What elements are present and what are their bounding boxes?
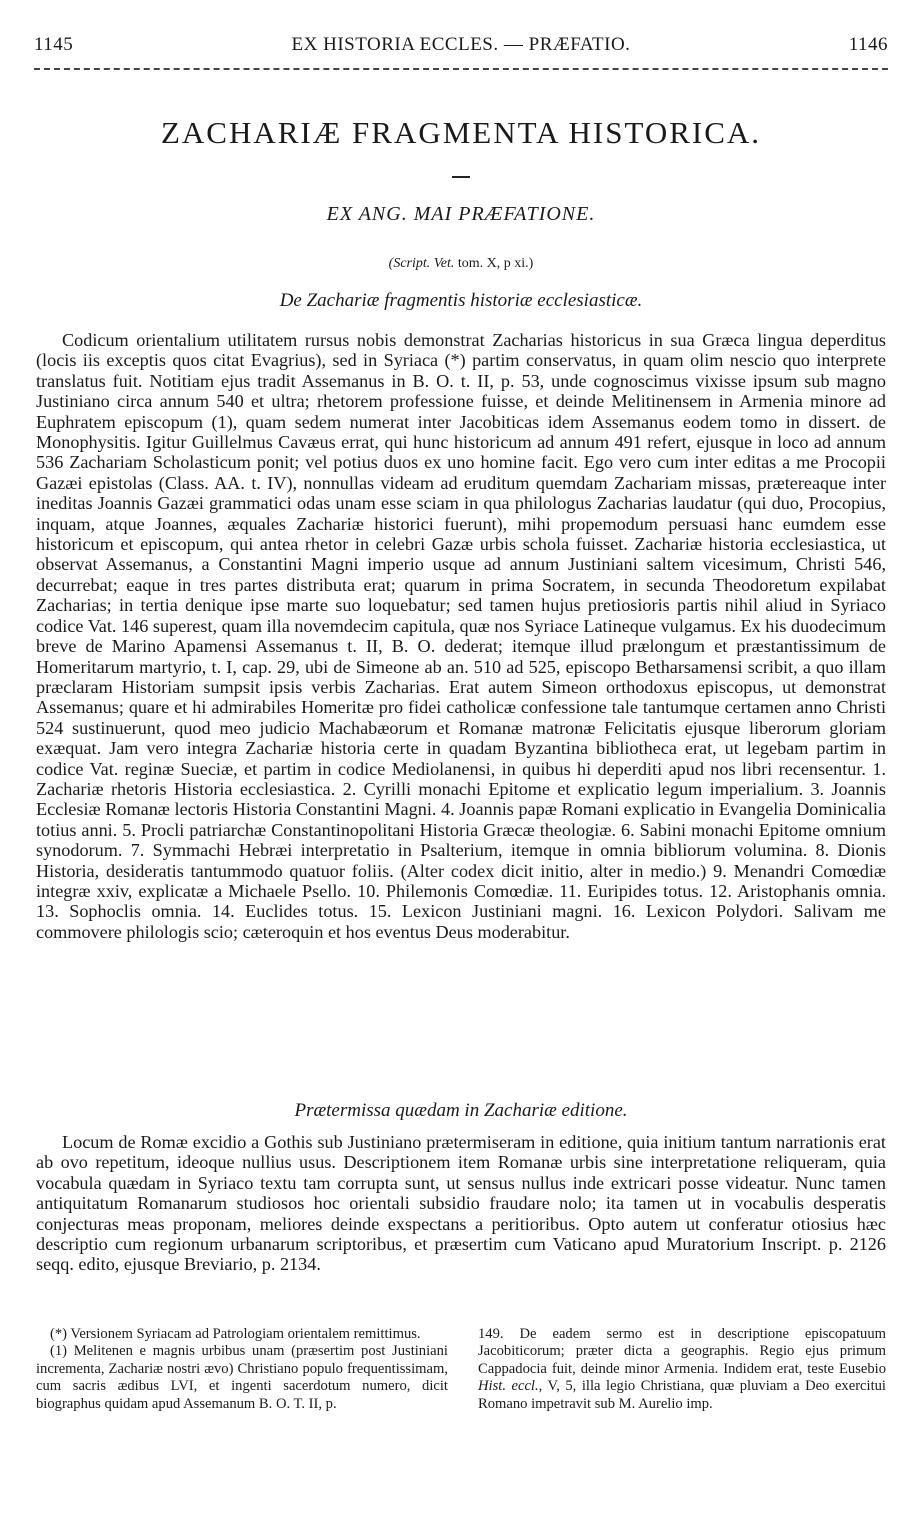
source-italic: (Script. Vet. — [388, 256, 455, 271]
page-number-right: 1146 — [848, 34, 888, 55]
source-rest: tom. X, p xi.) — [454, 256, 534, 271]
header-rule — [34, 68, 888, 70]
footnote-text: , V, 5, illa legio Christiana, quæ pluviam a Deo exercitui Romano impetravit sub M. Aurelio imp. — [478, 1378, 886, 1412]
running-title: EX HISTORIA ECCLES. — PRÆFATIO. — [291, 34, 631, 55]
subtitle: EX ANG. MAI PRÆFATIONE. — [326, 203, 596, 225]
footnotes-right-column — [478, 1326, 886, 1413]
footnote: (*) Versionem Syriacam ad Patrologiam orientalem remittimus. — [50, 1326, 421, 1342]
body-paragraph: Locum de Romæ excidio a Gothis sub Justiniano prætermiseram in editione, quia initium tantum narrationis erat ab ovo repetitum, ideoque nullius usus. Descriptionem item Romanæ urbis sine interpretatione reliqueram, quia vocabula quædam in Syriaco textu tam corrupta sunt, ut sensus nullus inde extricari posse videatur. Nunc tamen antiquitatum Romanarum studiosos hoc orientali subsidio fraudare nolo; ita tamen ut in vocabulis desperatis conjecturas meas proponam, meliores deinde exspectans a peritioribus. Opto autem ut conferatur otiosius hæc descriptio cum regionum urbanarum scriptoribus, et præsertim cum Vaticano apud Muratorium Inscript. p. 2126 seqq. edito, ejusque Breviario, p. 2134. — [36, 1132, 886, 1275]
page-number-left: 1145 — [34, 34, 74, 55]
running-header — [34, 34, 888, 60]
footnote-text: 149. De eadem sermo est in descriptione episcopatuum Jacobiticorum; præter dicta a geographis. Regio ejus primum Cappadocia fuit, deinde minor Armenia. Indidem erat, teste Eusebio — [478, 1326, 886, 1377]
body-paragraph: Codicum orientalium utilitatem rursus nobis demonstrat Zacharias historicus in sua Græca lingua deperditus (locis iis exceptis quos citat Evagrius), sed in Syriaca (*) partim conservatus, in quam olim nescio quo interprete translatus fuit. Notitiam ejus tradit Assemanus in B. O. t. II, p. 53, unde cognoscimus vixisse ipsum sub magno Justiniano circa annum 540 et ultra; rhetorem professione fuisse, et deinde Melitinensem in Armenia minore ad Euphratem episcopum (1), quam sedem numerat inter Jacobiticas idem Assemanus eodem tomo in dissert. de Monophysitis. Igitur Guillelmus Cavæus errat, qui hunc historicum ad annum 491 refert, ejusque in loco ad annum 536 Zachariam Scholasticum ponit; vel potius duos ex uno homine facit. Ego vero cum inter editas a me Procopii Gazæi epistolas (Class. AA. t. IV), nonnullas videam ad eruditum quemdam Zachariam missas, prætereaque inter ineditas Joannis Gazæi grammatici odas unam esse sciam in qua philologus Zacharias laudatur (qui duo, Procopius, inquam, atque Joannes, æquales Zachariæ historici fuerunt), mihi propemodum persuasi hanc eumdem esse historicum et episcopum, qui antea rhetor in celebri Gazæ urbis schola fuisset. Zachariæ historia ecclesiastica, ut observat Assemanus, a Constantini Magni imperio usque ad annum Justiniani saltem vicesimum, Christi 546, decurrebat; eaque in tres partes distributa erat; quarum in prima Socratem, in secunda Theodoretum expilabat Zacharias; in tertia denique ipse marte suo loquebatur; sed tamen hujus pretiosioris partis nihil aliud in Syriaco codice Vat. 146 superest, quam illa novemdecim capitula, quæ nos Syriace Latineque vulgamus. Ex his duodecimum breve de Marino Apamensi Assemanus t. II, B. O. dederat; itemque illud prælongum et præstantissimum de Homeritarum martyrio, t. I, cap. 29, ubi de Simeone ab an. 510 ad 525, episcopo Betharsamensi scribit, a quo illam præclaram Historiam sumpsit ipsis verbis Zacharias. Erat autem Simeon orthodoxus episcopus, ut demonstrat Assemanus; quare et hi admirabiles Homeritæ pro fidei catholicæ confessione tale tantumque certamen anno Christi 524 sustinuerunt, quod meo judicio Machabæorum et Romanæ matronæ Felicitatis ejusque liberorum gloriam exæquat. Jam vero integra Zachariæ historia certe in quadam Byzantina bibliotheca erat, ut legebam partim in codice Vat. reginæ Sueciæ, et partim in codice Mediolanensi, in quibus hi deperditi apud nos libri recensentur. 1. Zachariæ rhetoris Historia ecclesiastica. 2. Cyrilli monachi Epitome et explicatio legum imperialium. 3. Joannis Ecclesiæ Romanæ lectoris Historia Constantini Magni. 4. Joannis papæ Romani explicatio in Evangelia Dominicalia totius anni. 5. Procli patriarchæ Constantinopolitani Historia Græcæ theologiæ. 6. Sabini monachi Epitome omnium synodorum. 7. Symmachi Hebræi interpretatio in Psalterium, itemque in omnia bibliorum volumina. 8. Dionis Historia, desideratis tantummodo quatuor foliis. (Alter codex dicit initio, alter in medio.) 9. Menandri Comœdiæ integræ xxiv, explicatæ a Michaele Psello. 10. Philemonis Comœdiæ. 11. Euripides totus. 12. Aristophanis omnia. 13. Sophoclis omnia. 14. Euclides totus. 15. Lexicon Justiniani magni. 16. Lexicon Polydori. Salivam me commovere philologis scio; cæteroquin et hos eventus Deus moderabitur. — [36, 330, 886, 942]
footnote-continuation — [478, 1326, 886, 1413]
page-title: ZACHARIÆ FRAGMENTA HISTORICA. — [160, 115, 762, 150]
section-heading: De Zachariæ fragmentis historiæ ecclesiasticæ. — [279, 290, 643, 311]
title-dash — [452, 176, 470, 178]
footnotes-left-column — [36, 1326, 448, 1413]
footnote-italic: Hist. eccl. — [478, 1378, 539, 1395]
footnote: (1) Melitenen e magnis urbibus unam (præsertim post Justiniani incrementa, Zachariæ nostri ævo) Christiano populo frequentissimam, cum sacris ædibus LVI, et ingenti sacerdotum numero, dicit biographus quidam apud Assemanum B. O. T. II, p. — [36, 1343, 448, 1412]
section-heading: Prætermissa quædam in Zachariæ editione. — [294, 1100, 628, 1121]
source-reference — [0, 256, 922, 272]
